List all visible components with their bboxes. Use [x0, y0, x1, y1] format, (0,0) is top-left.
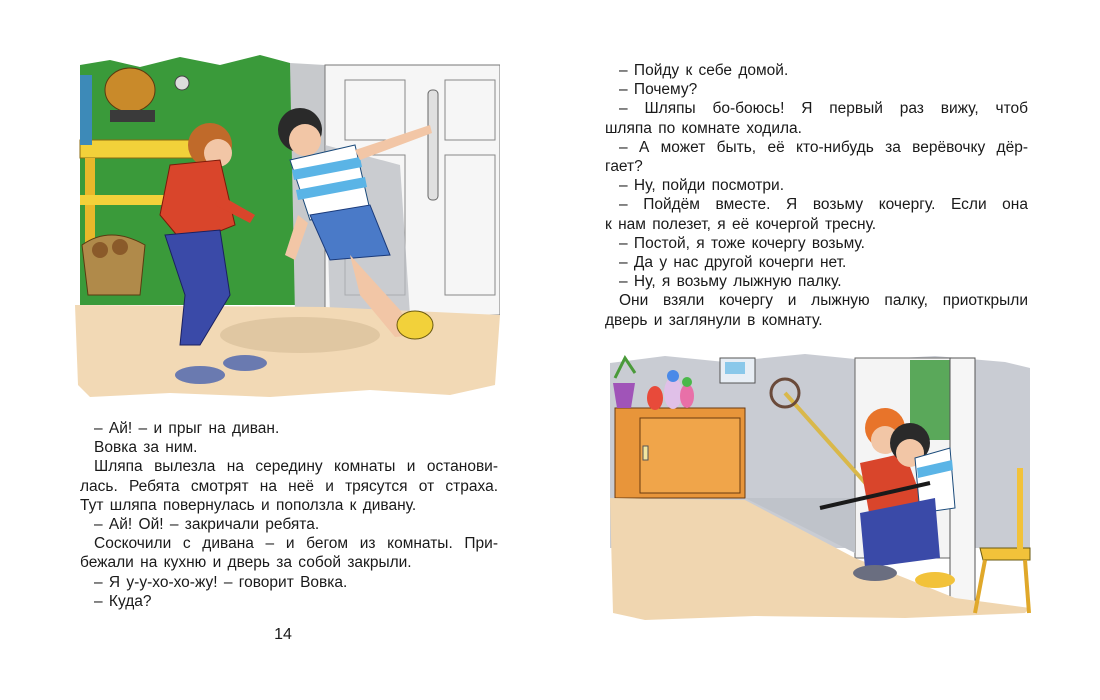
paragraph-line: – Постой, я тоже кочергу возьму.: [619, 234, 865, 252]
paragraph-line: – Ай! Ой! – закричали ребята.: [94, 516, 320, 534]
paragraph-line: Шляпа вылезла на середину комнаты и останови-: [94, 458, 498, 476]
paragraph-line: лась. Ребята смотрят на неё и трясутся от страха.: [80, 477, 498, 495]
paragraph-line: бежали на кухню и дверь за собой закрыли.: [80, 554, 412, 572]
paragraph-line: – Ну, пойди посмотри.: [619, 177, 784, 195]
kitchen-scene-image: [70, 45, 500, 400]
paragraph-line: – Ну, я возьму лыжную палку.: [619, 273, 842, 291]
paragraph-line: – Я у-у-хо-хо-жу! – говорит Вовка.: [94, 573, 348, 591]
paragraph-line: – Шляпы бо-боюсь! Я первый раз вижу, чтоб: [619, 100, 1028, 118]
paragraph-line: Тут шляпа повернулась и поползла к дивану.: [80, 496, 417, 514]
paragraph-line: дверь и заглянули в комнату.: [605, 311, 823, 329]
paragraph-line: Они взяли кочергу и лыжную палку, приоткрыли: [619, 292, 1028, 310]
paragraph-line: – А может быть, её кто-нибудь за верёвочку дёр-: [619, 138, 1028, 156]
paragraph-line: – Пойдём вместе. Я возьму кочергу. Если она: [619, 196, 1028, 214]
paragraph-line: – Пойду к себе домой.: [619, 62, 789, 79]
paragraph-line: – Куда?: [94, 592, 152, 610]
paragraph-line: – Да у нас другой кочерги нет.: [619, 254, 847, 272]
doorway-scene-image: [605, 348, 1035, 620]
paragraph-line: к нам полезет, я её кочергой тресну.: [605, 215, 877, 233]
paragraph-line: – Почему?: [619, 81, 698, 99]
illustration-kitchen-boys: [70, 45, 500, 400]
right-page-text: [605, 61, 1028, 330]
paragraph-line: Вовка за ним.: [94, 439, 198, 457]
paragraph-line: Соскочили с дивана – и бегом из комнаты. При-: [94, 535, 498, 553]
illustration-doorway-boys: [605, 348, 1035, 620]
page-number: 14: [274, 626, 292, 643]
paragraph-line: гает?: [605, 158, 643, 176]
left-page-text: [80, 419, 498, 611]
paragraph-line: шляпа по комнате ходила.: [605, 119, 802, 137]
paragraph-line: – Ай! – и прыг на диван.: [94, 420, 280, 437]
